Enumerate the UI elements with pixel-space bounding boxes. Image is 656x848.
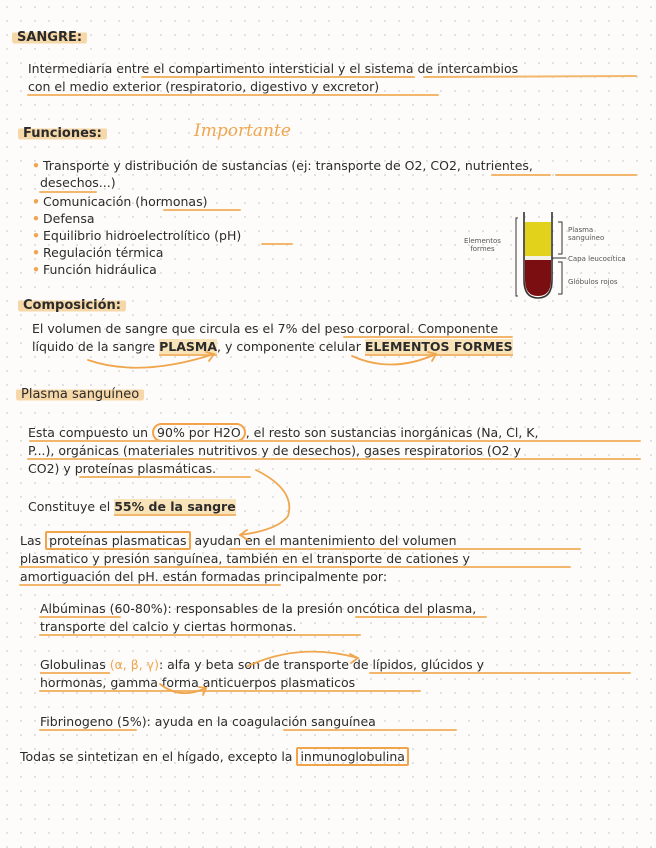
title-composicion: Composición: (18, 294, 126, 313)
label-elementos-formes: Elementos formes (464, 237, 501, 253)
bullet-icon: • (32, 158, 40, 173)
fibrinogeno-line: Fibrinogeno (5%): ayuda en la coagulación sanguínea (40, 714, 376, 729)
plasma-p1-line-3: CO2) y proteínas plasmáticas. (28, 461, 217, 476)
bullet-icon: • (32, 211, 40, 226)
arrow-elementos (352, 354, 436, 365)
funcion-item-4: • Equilibrio hidroelectrolítico (pH) (32, 228, 242, 243)
composicion-line-1: El volumen de sangre que circula es el 7% del peso corporal. Componente (32, 321, 499, 336)
label-globulos-rojos: Glóbulos rojos (568, 278, 618, 286)
boxed-inmunoglobulina: inmunoglobulina (296, 747, 409, 766)
title-sangre: SANGRE: (12, 26, 87, 45)
circled-90-h2o: 90% por H2O (152, 423, 246, 442)
bullet-icon: • (32, 245, 40, 260)
plasma-p2: Constituye el 55% de la sangre (28, 499, 236, 514)
funcion-item-1: • Transporte y distribución de sustancias (ej: transporte de O2, CO2, nutrientes, (32, 158, 533, 173)
title-funciones: Funciones: (18, 122, 107, 141)
term-plasma: PLASMA (159, 339, 218, 354)
plasma-p3-line-1: Las proteínas plasmaticas ayudan en el mantenimiento del volumen (20, 533, 457, 548)
globulinas-line-1: Globulinas (α, β, γ): alfa y beta son de transporte de lípidos, glúcidos y (40, 657, 485, 672)
arrow-globulinas-head (350, 654, 358, 663)
title-plasma-sanguineo: Plasma sanguíneo (16, 383, 144, 402)
final-line: Todas se sintetizan en el hígado, excepto la inmunoglobulina (20, 748, 409, 766)
bullet-icon: • (32, 194, 40, 209)
note-importante: Importante (194, 121, 291, 141)
bullet-icon: • (32, 228, 40, 243)
underline-intercambios (424, 76, 636, 77)
funcion-item-1-cont: desechos...) (40, 175, 116, 190)
sangre-intro-line-1: Intermediaria entre el compartimento intersticial y el sistema de intercambios (28, 61, 519, 76)
plasma-p1-line-1: Esta compuesto un 90% por H2O , el resto son sustancias inorgánicas (Na, Cl, K, (28, 425, 539, 440)
funcion-item-6: • Función hidráulica (32, 262, 157, 277)
plasma-p1-line-2: P...), orgánicas (materiales nutritivos y de desechos), gases respiratorios (O2 y (28, 443, 521, 458)
albuminas-line-1: Albúminas (60-80%): responsables de la presión oncótica del plasma, (40, 601, 477, 616)
label-capa-leucocitica: Capa leucocítica (568, 255, 626, 263)
plasma-p3-line-3: amortiguación del pH. están formadas principalmente por: (20, 569, 388, 584)
funcion-item-2: • Comunicación (hormonas) (32, 194, 208, 209)
sangre-intro-line-2: con el medio exterior (respiratorio, digestivo y excretor) (28, 79, 380, 94)
term-elementos-formes: ELEMENTOS FORMES (364, 339, 513, 354)
term-55-sangre: 55% de la sangre (114, 499, 236, 514)
albuminas-line-2: transporte del calcio y ciertas hormonas. (40, 619, 297, 634)
arrow-plasma (88, 354, 214, 368)
funcion-item-5: • Regulación térmica (32, 245, 164, 260)
funcion-item-3: • Defensa (32, 211, 95, 226)
plasma-p3-line-2: plasmatico y presión sanguínea, también en el transporte de cationes y (20, 551, 470, 566)
globulinas-line-2: hormonas, gamma forma anticuerpos plasmaticos (40, 675, 356, 690)
arrow-globulinas (248, 652, 358, 666)
greek-letters: (α, β, γ) (109, 657, 159, 672)
boxed-proteinas-plasmaticas: proteínas plasmaticas (45, 531, 190, 550)
arrow-proteinas-loop (240, 470, 289, 535)
bullet-icon: • (32, 262, 40, 277)
composicion-line-2: líquido de la sangre PLASMA, y componente celular ELEMENTOS FORMES (32, 339, 513, 354)
label-plasma-sanguineo: Plasma sanguíneo (568, 226, 605, 242)
